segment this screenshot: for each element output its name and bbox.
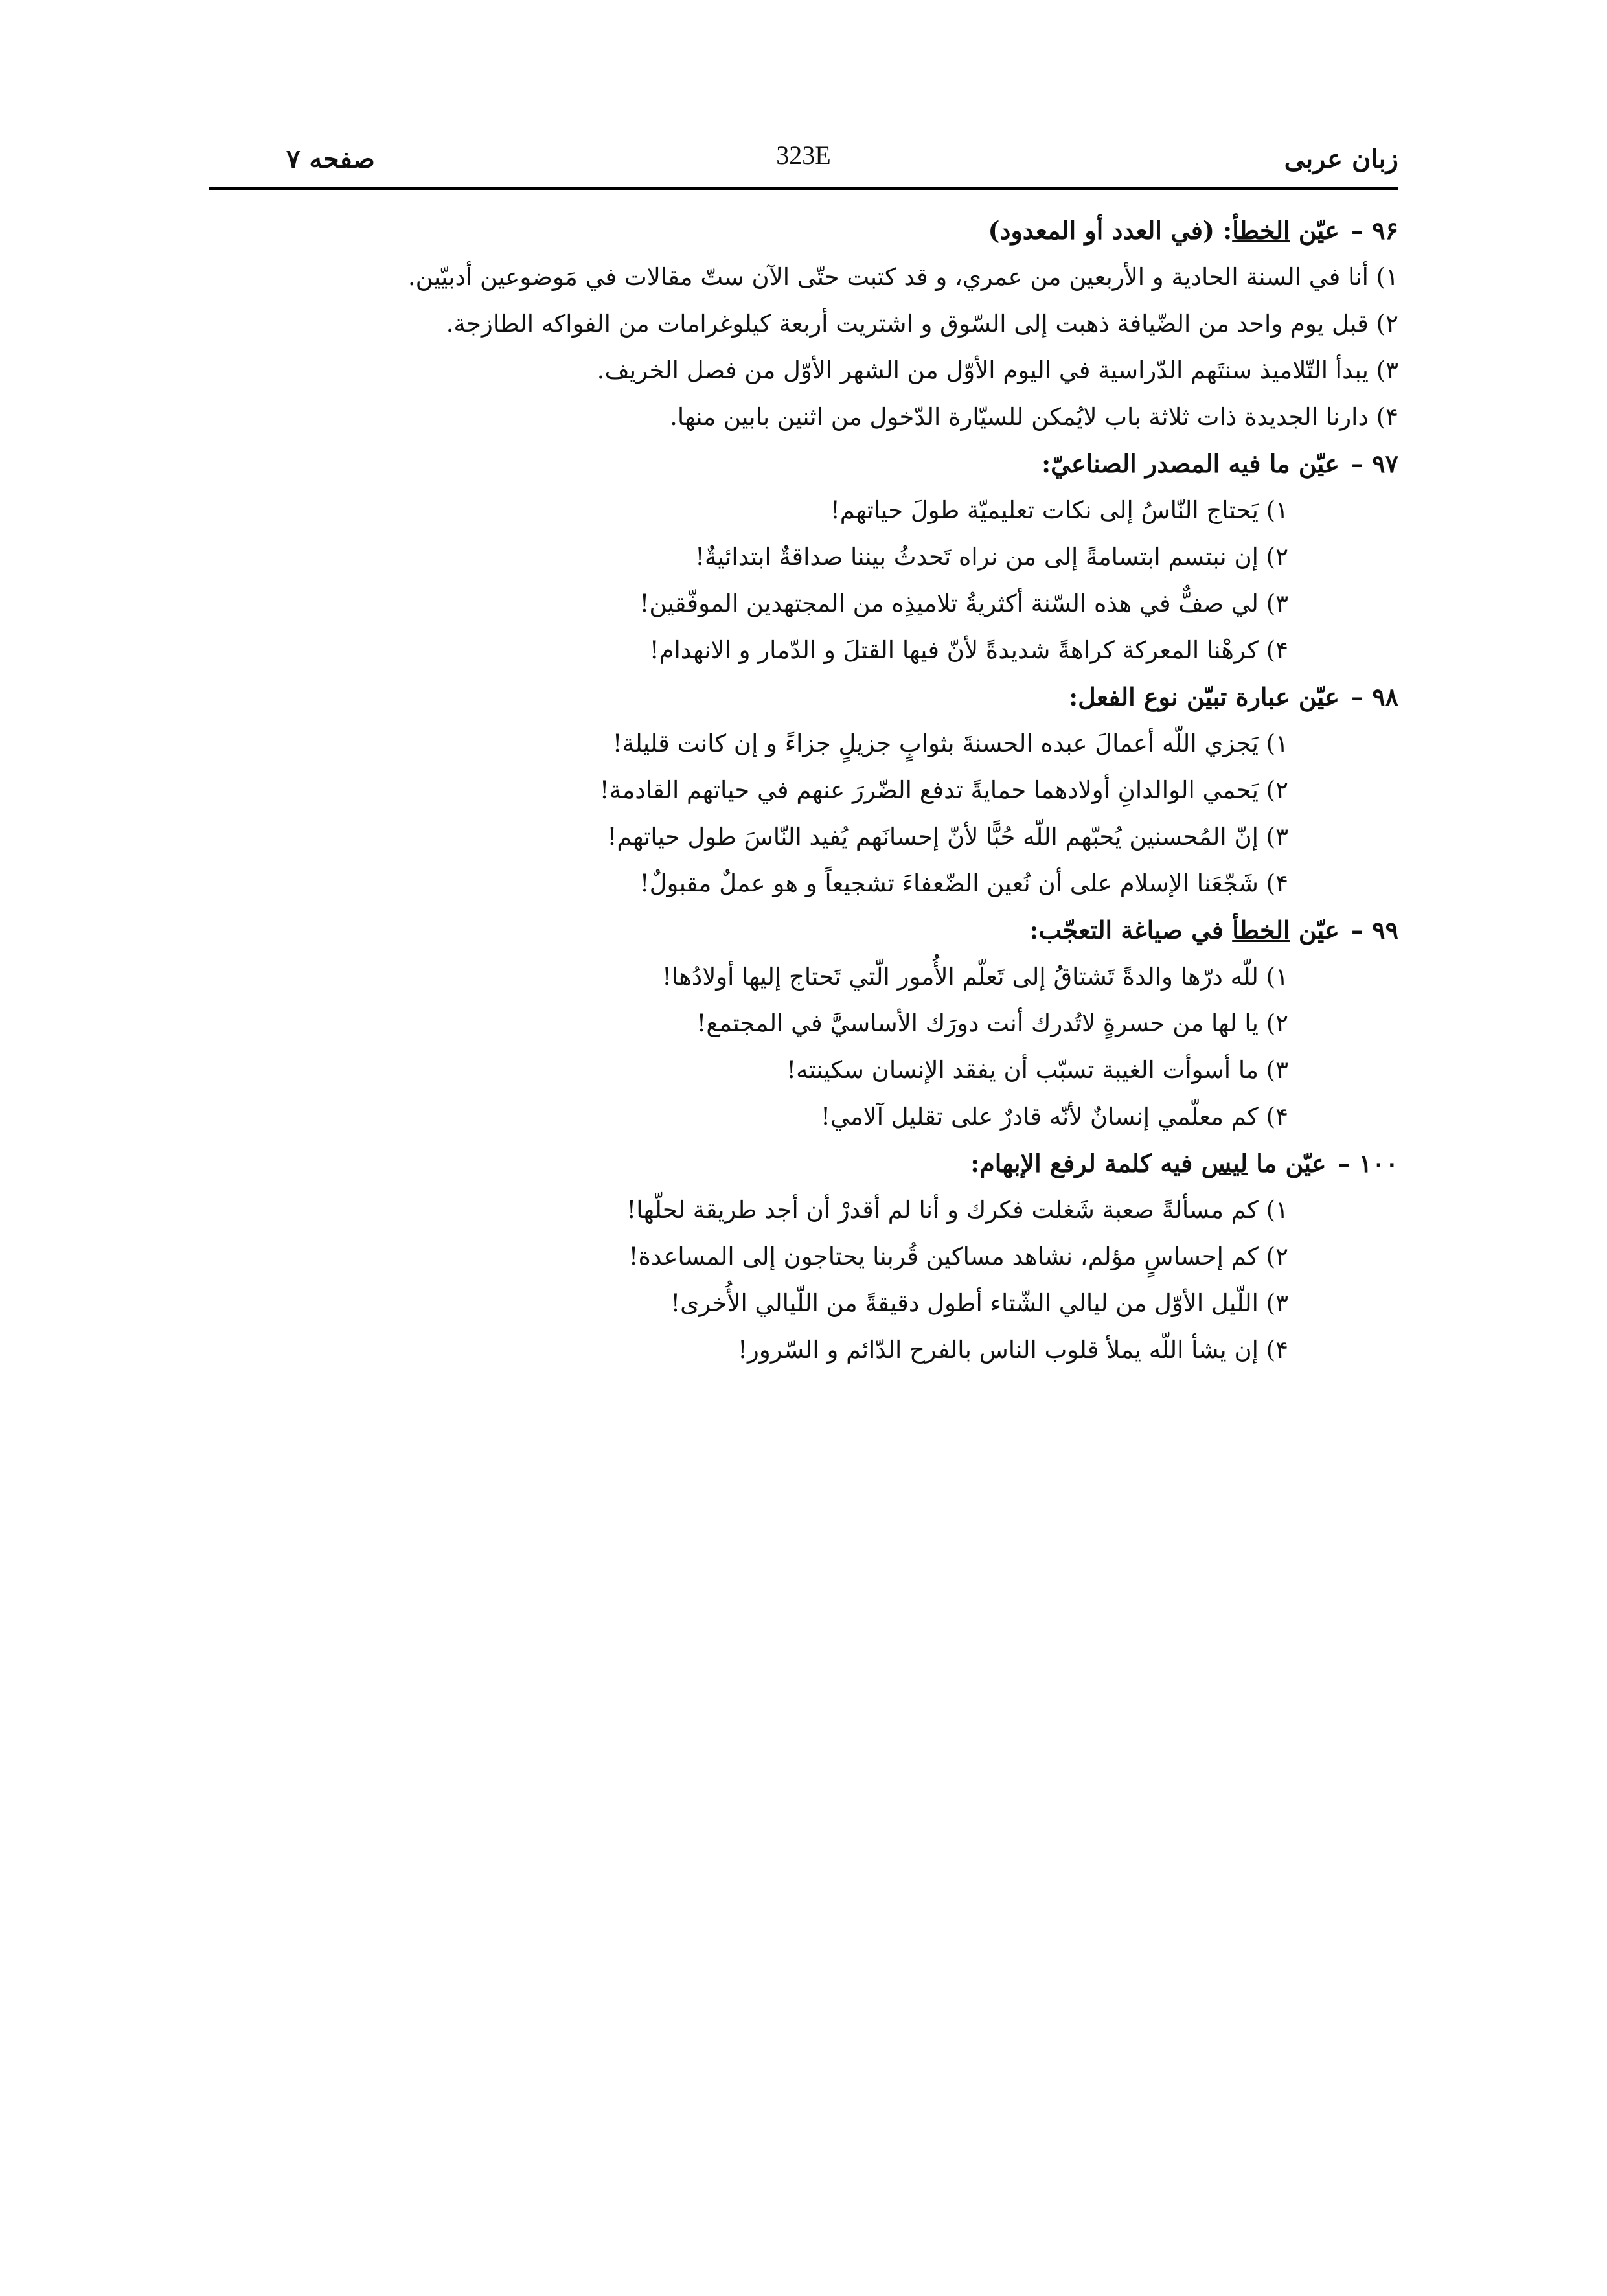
question-100	[194, 1140, 1398, 1373]
answer-option-1[interactable]: ۱) يَجزي اللّه أعمالَ عبده الحسنةَ بثوابٍ جزيلٍ جزاءً و إن كانت قليلة!	[612, 729, 1288, 757]
answer-option-3[interactable]: ۳) لي صفٌّ في هذه السّنة أكثريةُ تلاميذِه من المجتهدين الموفّقين!	[639, 590, 1288, 617]
question-title	[194, 674, 1398, 720]
page-number: صفحه ۷	[286, 144, 375, 174]
answer-option-4[interactable]: ۴) إن يشأ اللّه يملأ قلوب الناس بالفرح الدّائم و السّرور!	[738, 1336, 1288, 1364]
question-prefix: عيّن	[1298, 915, 1339, 945]
answer-option-1[interactable]: ۱) للّه درّها والدةً تَشتاقُ إلى تَعلّم الأُمور الّتي تَحتاج إليها أولادُها!	[662, 963, 1288, 991]
question-number: ۹۶ –	[1351, 216, 1398, 245]
answer-option-4[interactable]: ۴) كم معلّمي إنسانٌ لأنّه قادرٌ على تقليل آلامي!	[821, 1103, 1288, 1131]
answer-option-1[interactable]: ۱) يَحتاج النّاسُ إلى نكات تعليميّة طولَ حياتهم!	[830, 496, 1288, 524]
question-prefix: عيّن ما	[1256, 1149, 1327, 1178]
question-emphasis: الخطأ	[1232, 915, 1290, 945]
question-prefix: عیّن	[1298, 216, 1339, 245]
answer-option-2[interactable]: ۲) يَحمي الوالدانِ أولادهما حمايةً تدفع الضّررَ عنهم في حياتهم القادمة!	[599, 776, 1288, 804]
answer-option-2[interactable]: ۲) كم إحساسٍ مؤلم، نشاهد مساكين قُربنا يحتاجون إلى المساعدة!	[628, 1243, 1288, 1270]
question-number: ۹۹ –	[1351, 915, 1398, 945]
answer-option-3[interactable]: ۳) إنّ المُحسنين يُحبّهم اللّه حُبًّا لأنّ إحسانَهم يُفيد النّاسَ طول حياتهم!	[607, 823, 1288, 851]
question-title	[194, 207, 1398, 254]
question-title	[194, 907, 1398, 954]
questions-list	[194, 207, 1398, 1373]
question-suffix: في صياغة التعجّب:	[1029, 915, 1233, 945]
question-prefix: عيّن ما فيه المصدر الصناعيّ:	[1042, 449, 1339, 478]
answer-option-1[interactable]: ۱) كم مسألةً صعبة شَغلت فكرك و أنا لم أقدرْ أن أجد طريقة لحلّها!	[626, 1196, 1288, 1224]
answer-option-4[interactable]: ۴) شَجّعَنا الإسلام على أن نُعين الضّعفاءَ تشجيعاً و هو عملٌ مقبولٌ!	[639, 869, 1288, 897]
answer-option-2[interactable]: ۲) يا لها من حسرةٍ لاتُدرك أنت دورَك الأساسيَّ في المجتمع!	[696, 1009, 1288, 1037]
question-prefix: عيّن عبارة تبيّن نوع الفعل:	[1069, 682, 1339, 711]
question-title	[194, 1140, 1398, 1187]
question-emphasis: الخطأ	[1232, 216, 1290, 245]
answer-option-1[interactable]: ۱) أنا في السنة الحادية و الأربعين من عمري، و قد كتبت حتّى الآن ستّ مقالات في مَوضوعين أدبيّين.	[407, 263, 1398, 291]
question-suffix: فيه كلمة لرفع الإبهام:	[970, 1149, 1202, 1178]
answer-option-3[interactable]: ۳) ما أسوأت الغيبة تسبّب أن يفقد الإنسان سكينته!	[786, 1056, 1288, 1084]
page-header	[209, 141, 1398, 189]
question-number: ۹۸ –	[1351, 682, 1398, 711]
answer-option-4[interactable]: ۴) كرهْنا المعركة كراهةً شديدةً لأنّ فيها القتلَ و الدّمار و الانهدام!	[649, 636, 1288, 664]
question-suffix: : (في العدد أو المعدود)	[988, 216, 1233, 245]
question-96	[194, 207, 1398, 441]
question-emphasis: ليس	[1201, 1149, 1248, 1178]
answer-option-2[interactable]: ۲) قبل يوم واحد من الضّيافة ذهبت إلى السّوق و اشتريت أربعة كيلوغرامات من الفواكه الطازجة.	[446, 310, 1398, 338]
question-97	[194, 441, 1398, 674]
answer-option-4[interactable]: ۴) دارنا الجديدة ذات ثلاثة باب لايُمكن للسيّارة الدّخول من اثنين بابين منها.	[670, 403, 1398, 431]
booklet-code: 323E	[776, 141, 831, 170]
question-number: ۹۷ –	[1351, 449, 1398, 478]
answer-option-3[interactable]: ۳) يبدأ التّلاميذ سنتَهم الدّراسية في اليوم الأوّل من الشهر الأوّل من فصل الخريف.	[597, 356, 1398, 384]
answer-option-2[interactable]: ۲) إن نبتسم ابتسامةً إلى من نراه تَحدثُ بيننا صداقةٌ ابتدائيةٌ!	[695, 543, 1288, 571]
question-title	[194, 441, 1398, 487]
subject-title: زبان عربی	[1284, 144, 1398, 174]
question-number: ۱۰۰ –	[1338, 1149, 1398, 1178]
header-divider	[209, 187, 1398, 190]
question-99	[194, 907, 1398, 1140]
question-98	[194, 674, 1398, 907]
answer-option-3[interactable]: ۳) اللّيل الأوّل من ليالي الشّتاء أطول دقيقةً من اللّيالي الأُخرى!	[670, 1289, 1288, 1317]
